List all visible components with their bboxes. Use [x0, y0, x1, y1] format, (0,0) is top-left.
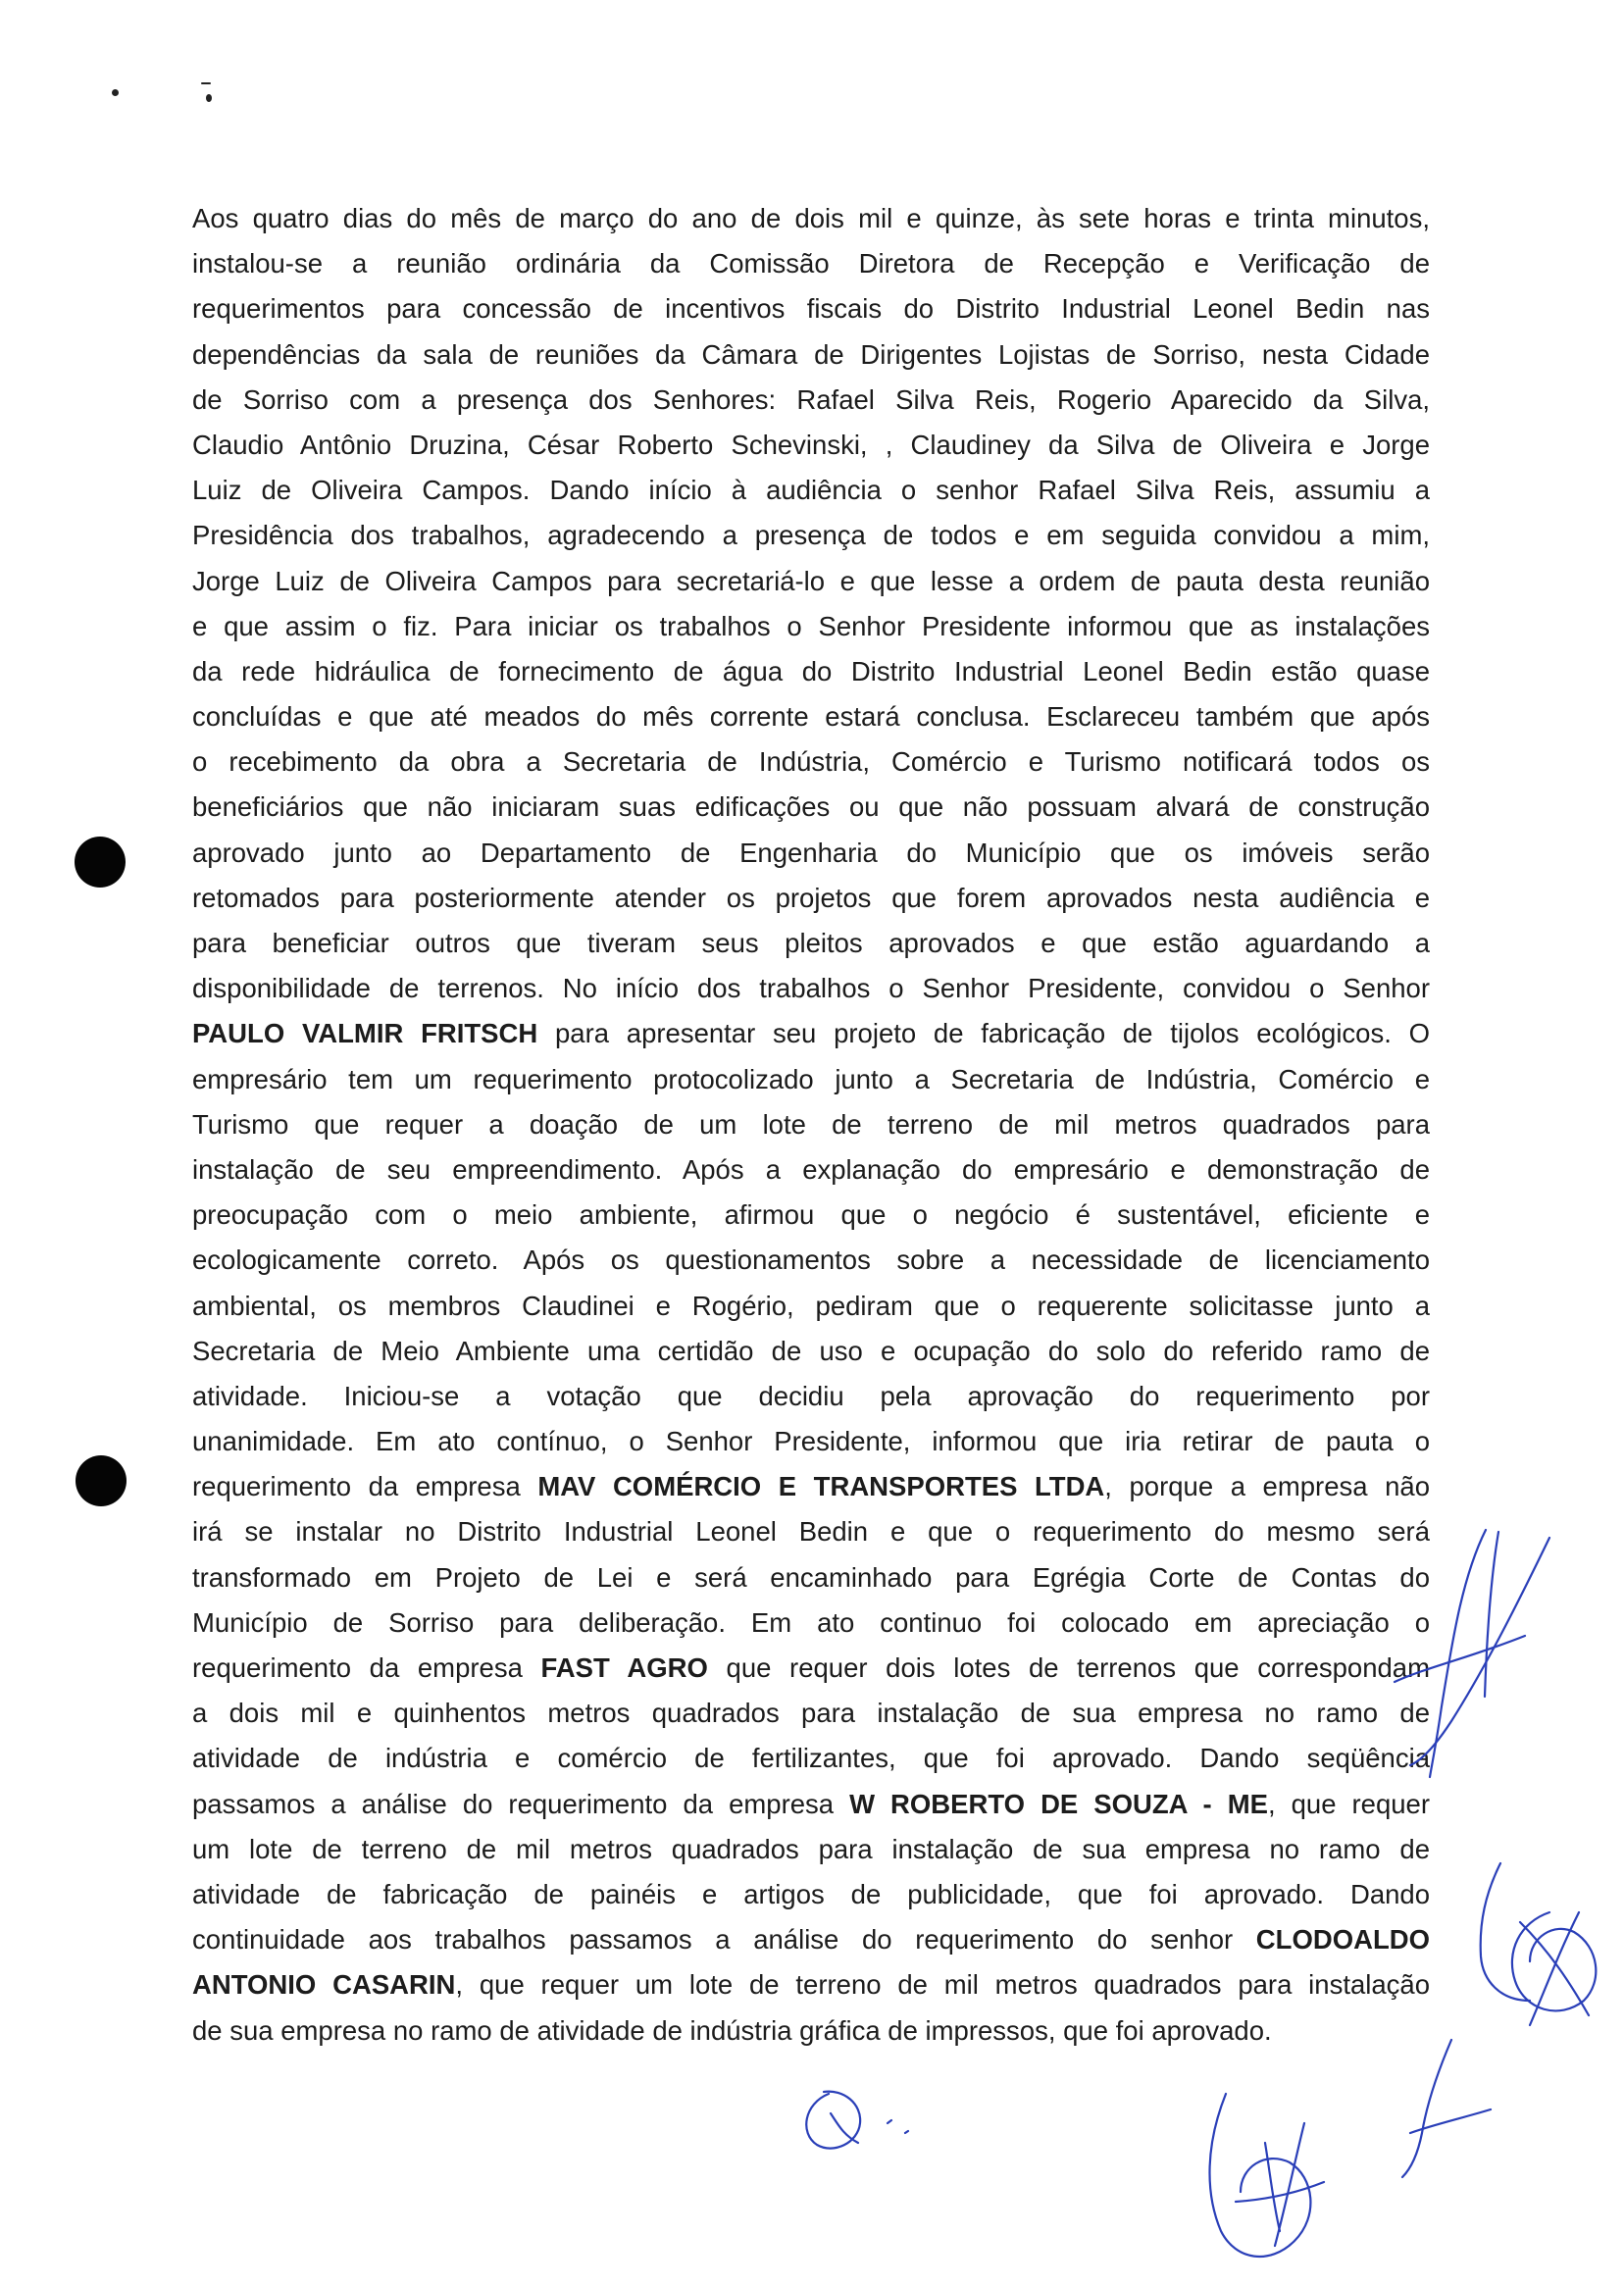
text-line: beneficiários que não iniciaram suas edificações ou que não possuam alvará de construção: [192, 791, 1430, 823]
text-line: [192, 1962, 1430, 2007]
text-line: ecologicamente correto. Após os questionamentos sobre a necessidade de licenciamento: [192, 1245, 1430, 1276]
text-line: dependências da sala de reuniões da Câmara de Dirigentes Lojistas de Sorriso, nesta Cidade: [192, 338, 1430, 370]
text-line: concluídas e que até meados do mês corrente estará conclusa. Esclareceu também que após: [192, 701, 1430, 733]
text-line: atividade. Iniciou-se a votação que decidiu pela aprovação do requerimento por: [192, 1380, 1430, 1411]
text-span: , que requer: [1267, 1788, 1430, 1819]
text-line: [192, 1464, 1430, 1509]
text-line: para beneficiar outros que tiveram seus pleitos aprovados e que estão aguardando a: [192, 928, 1430, 958]
text-line: de sua empresa no ramo de atividade de indústria gráfica de impressos, que foi aprovado.: [192, 2014, 1272, 2046]
text-line: e que assim o fiz. Para iniciar os trabalhos o Senhor Presidente informou que as instalações: [192, 610, 1430, 641]
text-line: disponibilidade de terrenos. No início dos trabalhos o Senhor Presidente, convidou o Senhor: [192, 973, 1430, 1004]
text-line: atividade de fabricação de painéis e artigos de publicidade, que foi aprovado. Dando: [192, 1878, 1430, 1909]
name-paulo-valmir-fritsch: PAULO VALMIR FRITSCH: [192, 1018, 538, 1049]
minutes-text: [192, 196, 1430, 2054]
company-fast-agro: FAST AGRO: [540, 1652, 708, 1683]
text-line: [192, 1917, 1430, 1962]
text-span: passamos a análise do requerimento da empresa: [192, 1788, 850, 1819]
text-line: retomados para posteriormente atender os projetos que forem aprovados nesta audiência e: [192, 882, 1430, 913]
signature-bottom-center: [1196, 2084, 1344, 2280]
text-line: [192, 1646, 1430, 1691]
company-mav: MAV COMÉRCIO E TRANSPORTES LTDA: [537, 1471, 1105, 1502]
text-line: ambiental, os membros Claudinei e Rogério, pediram que o requerente solicitasse junto a: [192, 1290, 1430, 1321]
text-span: requerimento da empresa: [192, 1471, 538, 1502]
text-line: da rede hidráulica de fornecimento de água do Distrito Industrial Leonel Bedin estão quase: [192, 655, 1430, 686]
scan-speck: [201, 82, 211, 84]
text-line: Luiz de Oliveira Campos. Dando início à audiência o senhor Rafael Silva Reis, assumiu a: [192, 475, 1430, 506]
text-line: Jorge Luiz de Oliveira Campos para secretariá-lo e que lesse a ordem de pauta desta reunião: [192, 565, 1430, 596]
signature-right-top: [1393, 1520, 1589, 1795]
initials-bottom-center: [789, 2074, 956, 2162]
punch-hole-top: [75, 837, 126, 888]
name-clodoaldo: CLODOALDO: [1255, 1924, 1430, 1956]
text-line: de Sorriso com a presença dos Senhores: Rafael Silva Reis, Rogerio Aparecido da Silva,: [192, 383, 1430, 415]
text-line: atividade de indústria e comércio de fertilizantes, que foi aprovado. Dando seqüência: [192, 1743, 1430, 1774]
text-line: [192, 1782, 1430, 1827]
scan-speck: [206, 94, 212, 102]
text-line: Claudio Antônio Druzina, César Roberto Schevinski, , Claudiney da Silva de Oliveira e Jorge: [192, 429, 1430, 460]
name-antonio-casarin: ANTONIO CASARIN: [192, 1969, 456, 2001]
punch-hole-bottom: [76, 1455, 127, 1506]
text-line: aprovado junto ao Departamento de Engenharia do Município que os imóveis serão: [192, 837, 1430, 868]
text-span: , porque a empresa não: [1104, 1471, 1430, 1502]
text-line: Aos quatro dias do mês de março do ano de dois mil e quinze, às sete horas e trinta minutos,: [192, 203, 1430, 233]
text-line: transformado em Projeto de Lei e será encaminhado para Egrégia Corte de Contas do: [192, 1561, 1430, 1593]
scan-speck: [112, 89, 119, 96]
signature-right-bottom: [1393, 2035, 1500, 2182]
text-line: instalação de seu empreendimento. Após a explanação do empresário e demonstração de: [192, 1153, 1430, 1185]
text-line: irá se instalar no Distrito Industrial Leonel Bedin e que o requerimento do mesmo será: [192, 1516, 1430, 1548]
text-line: a dois mil e quinhentos metros quadrados para instalação de sua empresa no ramo de: [192, 1698, 1430, 1729]
text-line: Turismo que requer a doação de um lote de terreno de mil metros quadrados para: [192, 1108, 1430, 1140]
text-line: [192, 1011, 1430, 1056]
text-line: requerimentos para concessão de incentivos fiscais do Distrito Industrial Leonel Bedin nas: [192, 293, 1430, 325]
text-span: que requer dois lotes de terrenos que correspondam: [707, 1652, 1430, 1683]
text-line: Secretaria de Meio Ambiente uma certidão de uso e ocupação do solo do referido ramo de: [192, 1335, 1430, 1366]
text-line: o recebimento da obra a Secretaria de Indústria, Comércio e Turismo notificará todos os: [192, 746, 1430, 778]
text-line: empresário tem um requerimento protocolizado junto a Secretaria de Indústria, Comércio e: [192, 1063, 1430, 1094]
text-span: continuidade aos trabalhos passamos a análise do requerimento do senhor: [192, 1924, 1234, 1956]
text-span: para apresentar seu projeto de fabricação de tijolos ecológicos. O: [537, 1018, 1430, 1049]
text-line: preocupação com o meio ambiente, afirmou que o negócio é sustentável, eficiente e: [192, 1199, 1430, 1231]
company-w-roberto: W ROBERTO DE SOUZA - ME: [849, 1788, 1268, 1819]
text-line: unanimidade. Em ato contínuo, o Senhor Presidente, informou que iria retirar de pauta o: [192, 1426, 1430, 1457]
text-span: requerimento da empresa: [192, 1652, 541, 1683]
text-line: instalou-se a reunião ordinária da Comissão Diretora de Recepção e Verificação de: [192, 248, 1430, 279]
text-line: Presidência dos trabalhos, agradecendo a presença de todos e em seguida convidou a mim,: [192, 520, 1430, 551]
text-span: , que requer um lote de terreno de mil metros quadrados para instalação: [455, 1969, 1430, 2001]
text-line: Município de Sorriso para deliberação. Em ato continuo foi colocado em apreciação o: [192, 1606, 1430, 1638]
text-line: um lote de terreno de mil metros quadrados para instalação de sua empresa no ramo de: [192, 1833, 1430, 1864]
